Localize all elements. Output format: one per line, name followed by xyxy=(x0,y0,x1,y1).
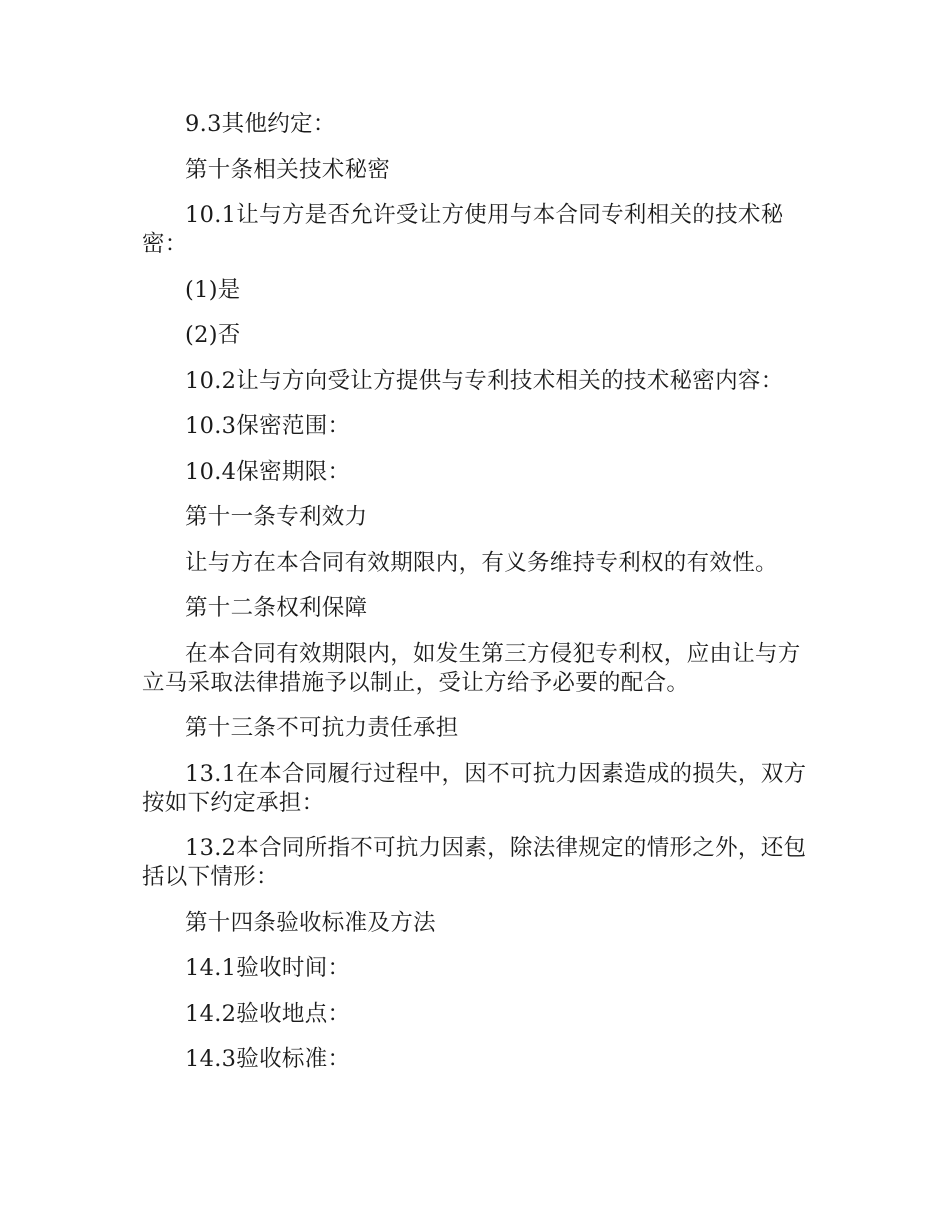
clause-14-1: 14.1验收时间： xyxy=(185,955,351,981)
article-12-body: 在本合同有效期限内，如发生第三方侵犯专利权，应由让与方立马采取法律措施予以制止，受让方给予必要的配合。 xyxy=(142,640,801,696)
clause-14-3: 14.3验收标准： xyxy=(185,1046,351,1072)
article-13-heading: 第十三条不可抗力责任承担 xyxy=(185,715,459,741)
article-12-heading: 第十二条权利保障 xyxy=(185,595,368,621)
clause-10-3: 10.3保密范围： xyxy=(185,413,351,439)
document-body xyxy=(142,110,822,1091)
article-14-heading: 第十四条验收标准及方法 xyxy=(185,909,436,936)
clause-10-1: 10.1让与方是否允许受让方使用与本合同专利相关的技术秘密： xyxy=(142,202,784,257)
option-yes: (1)是 xyxy=(185,276,241,303)
option-no: (2)否 xyxy=(185,322,241,348)
article-11-body: 让与方在本合同有效期限内，有义务维持专利权的有效性。 xyxy=(185,549,778,576)
article-11-heading: 第十一条专利效力 xyxy=(185,504,368,530)
clause-10-2: 10.2让与方向受让方提供与专利技术相关的技术秘密内容： xyxy=(185,367,784,394)
clause-13-2: 13.2本合同所指不可抗力因素，除法律规定的情形之外，还包括以下情形： xyxy=(142,835,807,890)
clause-10-4: 10.4保密期限： xyxy=(185,458,351,485)
clause-13-1: 13.1在本合同履行过程中，因不可抗力因素造成的损失，双方按如下约定承担： xyxy=(142,760,807,816)
article-10-heading: 第十条相关技术秘密 xyxy=(185,156,391,183)
clause-14-2: 14.2验收地点： xyxy=(185,1000,351,1027)
clause-9-3-other-agreements: 9.3其他约定： xyxy=(185,111,336,137)
